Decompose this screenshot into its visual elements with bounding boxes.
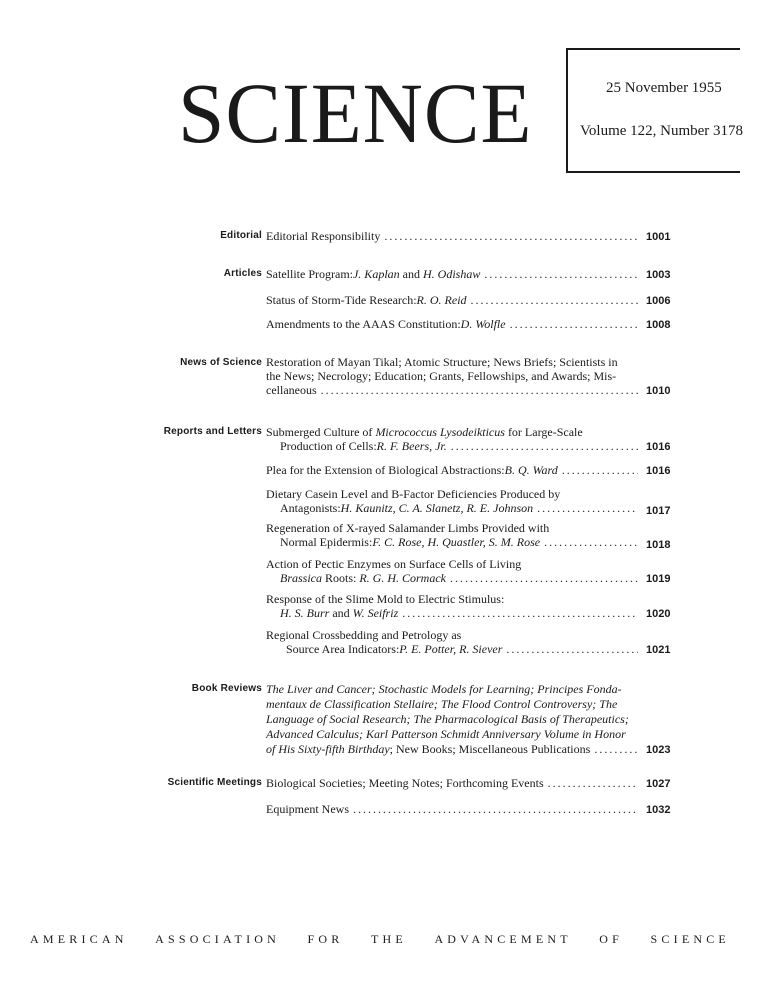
entry-line: Production of Cells: [280,439,377,453]
entry-line: ; New Books; Miscellaneous Publications [389,742,591,756]
entry-line: Regeneration of X-rayed Salamander Limbs Provided with [266,521,550,535]
page-number: 1032 [646,804,671,816]
entry-title: Equipment News [266,802,349,816]
page-number: 1018 [646,539,671,551]
entry-line: cellaneous [266,383,317,397]
issue-volume: Volume 122, Number 3178 [580,123,744,139]
entry-line: Advanced Calculus; Karl Patterson Schmidt Anniversary Volume in Honor [266,727,626,741]
footer-word: AMERICAN [30,932,128,946]
issue-date: 25 November 1955 [606,80,722,96]
page-number: 1001 [646,231,671,243]
entry-title: Amendments to the AAAS Constitution: [266,317,461,331]
entry-line: Normal Epidermis: [280,535,373,549]
page-number: 1003 [646,269,671,281]
section-label-reports-and-letters: Reports and Letters [163,426,262,437]
toc-entry[interactable] [266,592,638,620]
entry-line: mentaux de Classification Stellaire; The Flood Control Controversy; The [266,697,618,711]
toc-entry[interactable] [266,229,638,243]
entry-line: for Large-Scale [504,425,583,439]
entry-author: H. S. Burr [280,606,330,620]
entry-title: Editorial Responsibility [266,229,381,243]
entry-line: The Liver and Cancer; Stochastic Models for Learning; Principes Fonda- [266,682,622,696]
entry-conjunction: and [329,606,353,620]
entry-line: Dietary Casein Level and B-Factor Deficiencies Produced by [266,487,561,501]
entry-author: F. C. Rose, H. Quastler, S. M. Rose [372,535,541,549]
footer-word: SCIENCE [650,932,730,946]
entry-author: R. G. H. Cormack [359,571,446,585]
entry-author: D. Wolfle [460,317,506,331]
entry-author: B. Q. Ward [504,463,558,477]
footer-word: OF [599,932,624,946]
entry-title: Plea for the Extension of Biological Abstractions: [266,463,505,477]
toc-entry[interactable] [266,293,638,307]
section-label-scientific-meetings: Scientific Meetings [167,777,262,788]
section-label-news-of-science: News of Science [180,357,262,368]
page-number: 1016 [646,465,671,477]
entry-author: H. Kaunitz, C. A. Slanetz, R. E. Johnson [340,501,534,515]
toc-entry[interactable] [266,267,638,281]
entry-author: J. Kaplan [352,267,400,281]
page-number: 1017 [646,505,671,517]
entry-line: Action of Pectic Enzymes on Surface Cells of Living [266,557,522,571]
entry-author: P. E. Potter, R. Siever [399,642,503,656]
entry-line: Roots: [322,571,360,585]
toc-entry[interactable] [266,425,638,453]
page-number: 1016 [646,441,671,453]
footer-word: FOR [307,932,344,946]
entry-line: of His Sixty-fifth Birthday [266,742,390,756]
page-number: 1006 [646,295,671,307]
entry-line: Source Area Indicators: [286,642,400,656]
entry-line: Restoration of Mayan Tikal; Atomic Structure; News Briefs; Scientists in [266,355,618,369]
entry-title: Status of Storm-Tide Research: [266,293,417,307]
page-number: 1020 [646,608,671,620]
footer-publisher [30,932,730,947]
entry-line: the News; Necrology; Education; Grants, Fellowships, and Awards; Mis- [266,369,617,383]
entry-line: Language of Social Research; The Pharmacological Basis of Therapeutics; [266,712,629,726]
toc-entry[interactable] [266,487,638,515]
section-label-editorial: Editorial [220,230,262,241]
page-number: 1010 [646,385,671,397]
entry-title: Satellite Program: [266,267,353,281]
entry-italic-term: Micrococcus Lysodeikticus [375,425,505,439]
entry-line: Antagonists: [280,501,341,515]
footer-word: ASSOCIATION [155,932,280,946]
toc-entry[interactable] [266,557,638,585]
page-number: 1027 [646,778,671,790]
entry-italic-term: Brassica [280,571,322,585]
page-number: 1023 [646,744,671,756]
entry-line: Regional Crossbedding and Petrology as [266,628,462,642]
page-number: 1019 [646,573,671,585]
toc-entry[interactable] [266,682,638,757]
toc-entry[interactable] [266,317,638,331]
entry-line: Response of the Slime Mold to Electric Stimulus: [266,592,505,606]
page-number: 1008 [646,319,671,331]
entry-line: Submerged Culture of [266,425,376,439]
toc-entry[interactable] [266,802,638,816]
page-number: 1021 [646,644,671,656]
masthead-title: SCIENCE [178,65,533,161]
toc-entry[interactable] [266,521,638,549]
section-label-articles: Articles [223,268,262,279]
section-label-book-reviews: Book Reviews [191,683,262,694]
entry-title: Biological Societies; Meeting Notes; Forthcoming Events [266,776,544,790]
toc-entry[interactable] [266,776,638,790]
entry-conjunction: and [399,267,423,281]
toc-entry[interactable] [266,463,638,477]
entry-author: W. Seifriz [352,606,399,620]
entry-author: H. Odishaw [422,267,481,281]
footer-word: ADVANCEMENT [434,932,572,946]
entry-author: R. O. Reid [416,293,467,307]
entry-author: R. F. Beers, Jr. [376,439,447,453]
toc-entry[interactable] [266,355,638,397]
footer-word: THE [370,932,407,946]
toc-entry[interactable] [266,628,638,656]
